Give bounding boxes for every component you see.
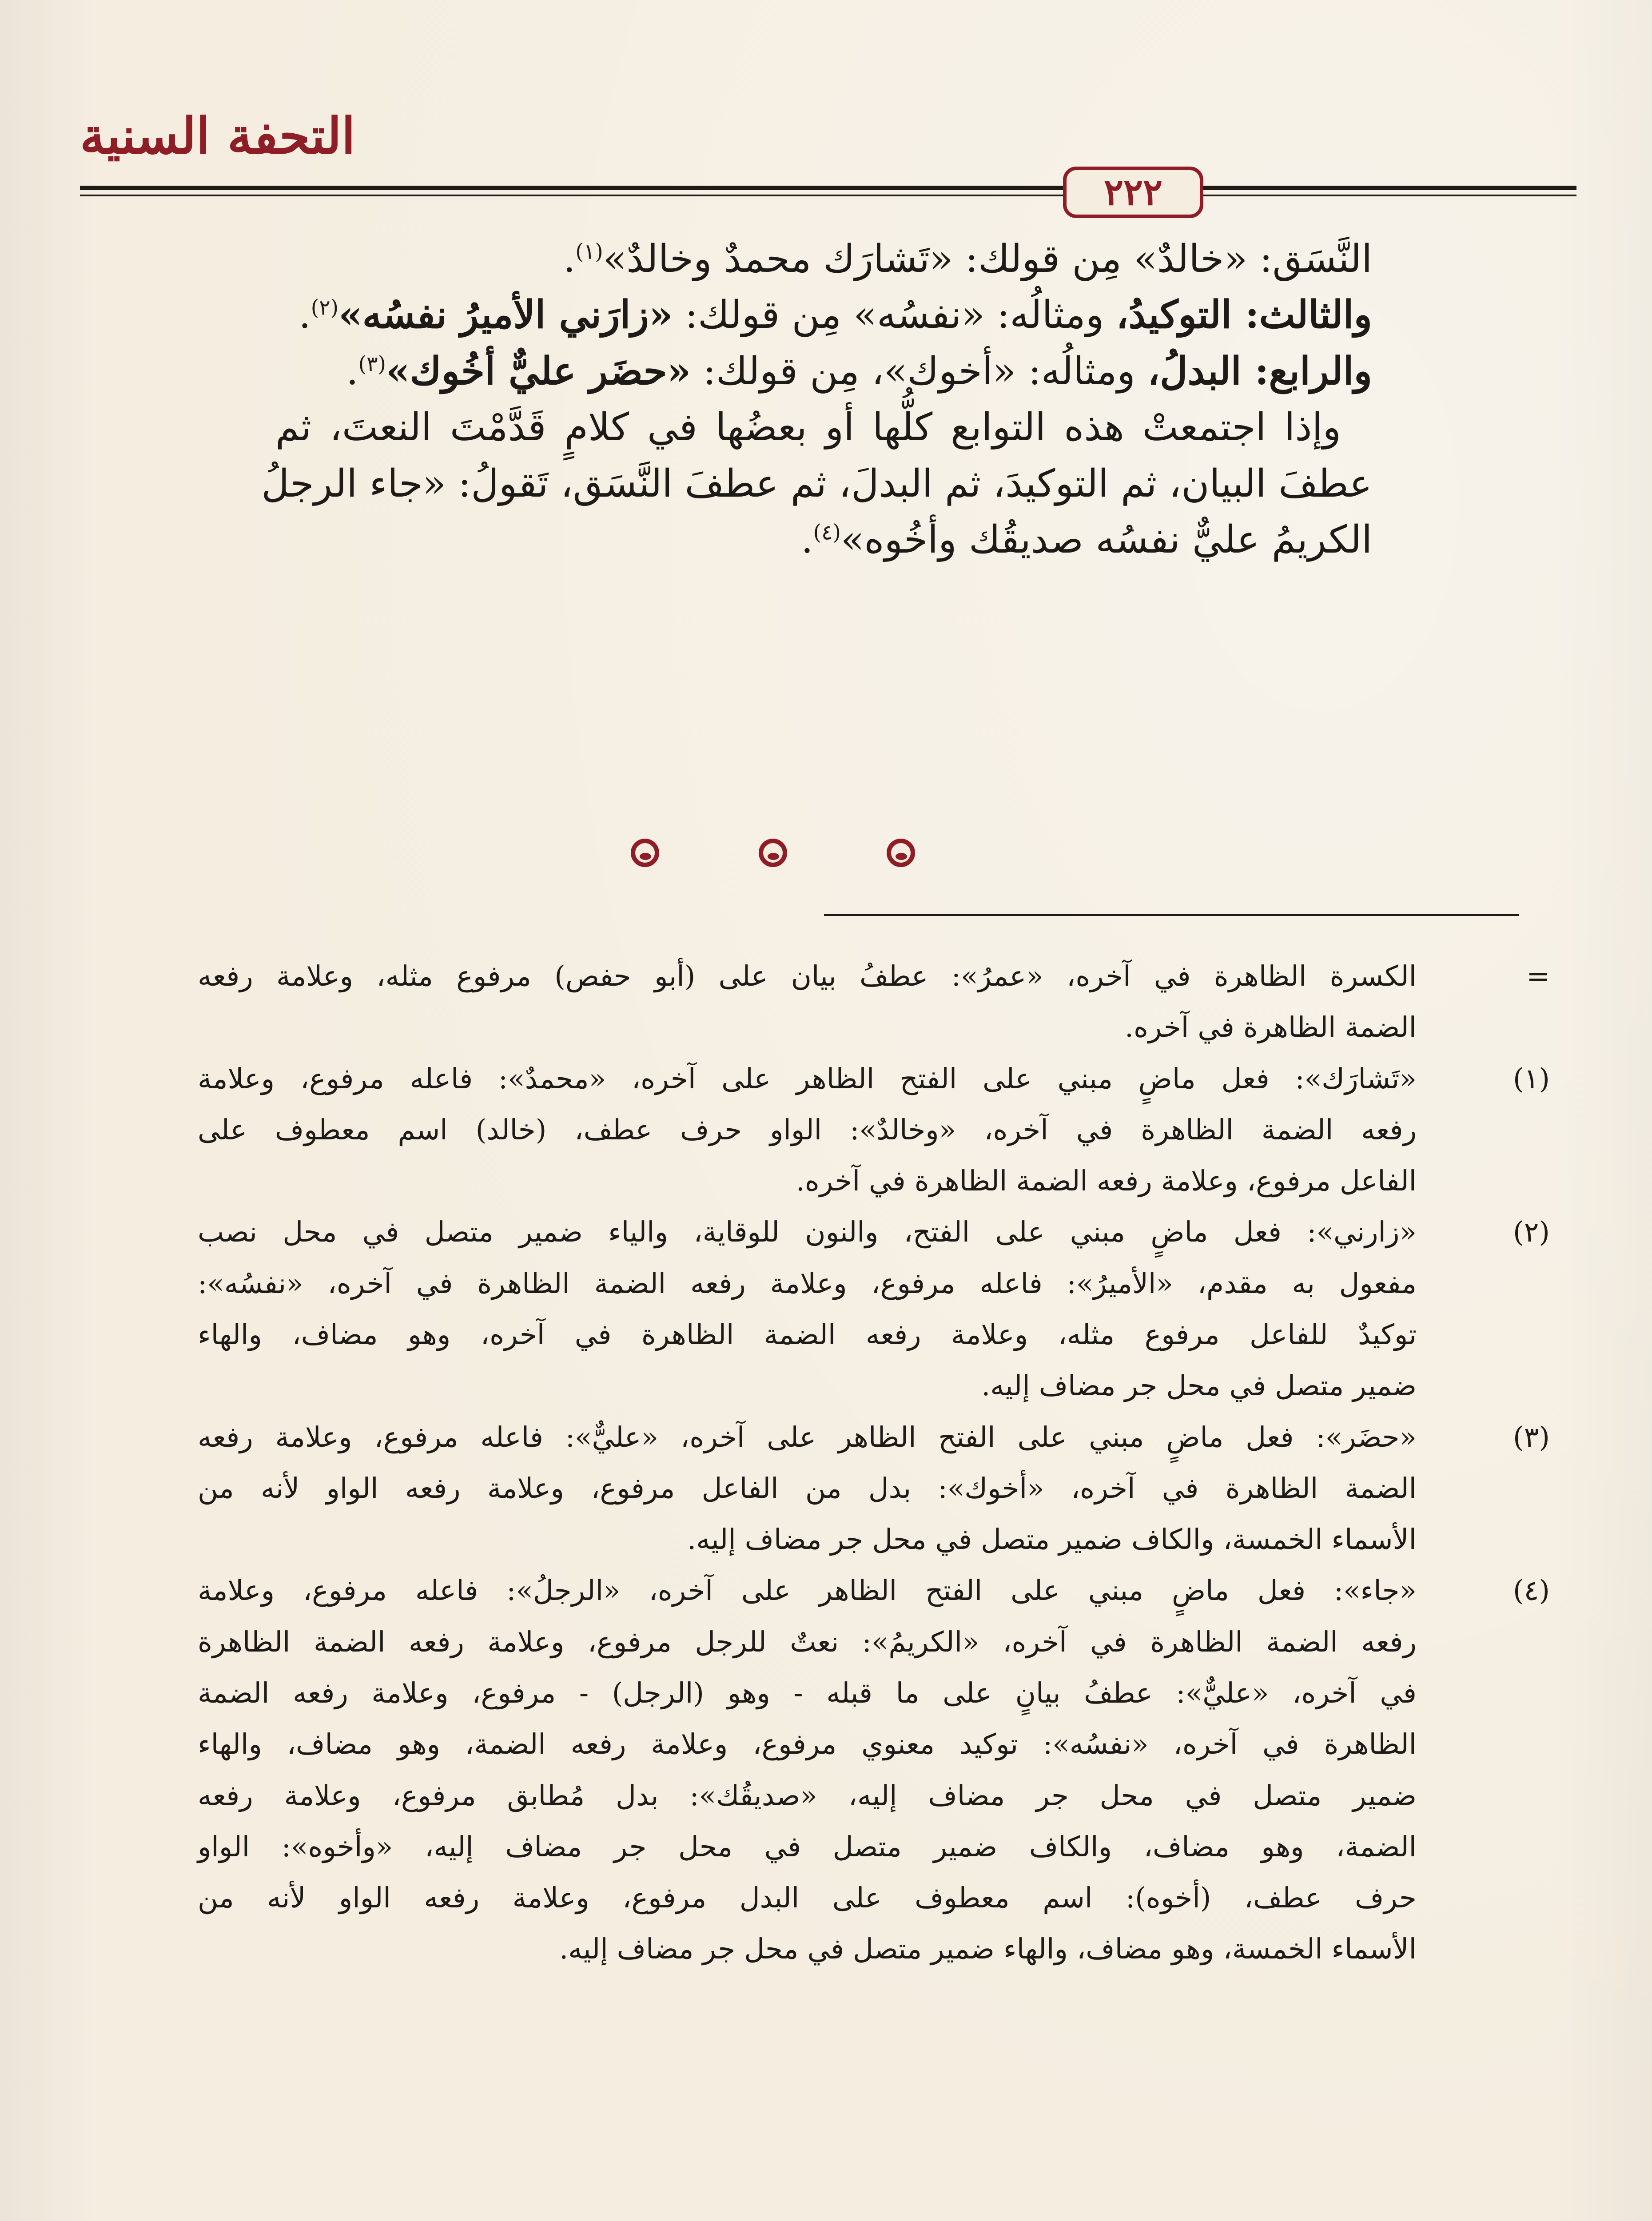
footnote-line: ضمير متصل في محل جر مضاف إليه. <box>981 1369 1417 1402</box>
footnote-2 <box>198 1206 1550 1411</box>
footnote-line: الضمة الظاهرة في آخره. <box>1124 1011 1417 1044</box>
main-line-3: والرابع: البدلُ، ومثالُه: «أخوك»، مِن قولك: «حضَر عليٌّ أخُوك»$^{(٣)}$. <box>346 348 1372 394</box>
continuation-marker: = <box>1526 960 1550 992</box>
footnote-marker: (٢) <box>1513 1216 1550 1249</box>
footnote-3 <box>198 1412 1550 1565</box>
header-rule-thin <box>80 195 1576 196</box>
footnote-line: رفعه الضمة الظاهرة في آخره، «الكريمُ»: نعتٌ للرجل مرفوع، وعلامة رفعه الضمة الظاهرة <box>198 1625 1417 1658</box>
main-line-2: والثالث: التوكيدُ، ومثالُه: «نفسُه» مِن قولك: «زارَني الأميرُ نفسُه»$^{(٢)}$. <box>299 292 1372 338</box>
footnote-continuation <box>198 951 1550 1053</box>
footnote-line: حرف عطف، (أخوه): اسم معطوف على البدل مرفوع، وعلامة رفعه الواو لأنه من <box>198 1882 1417 1915</box>
main-line-1: النَّسَق: «خالدٌ» مِن قولك: «تَشارَك محمدٌ وخالدٌ»$^{(١)}$. <box>563 237 1372 281</box>
footnote-line: الأسماء الخمسة، والكاف ضمير متصل في محل جر مضاف إليه. <box>687 1523 1417 1556</box>
footnote-ref-1[interactable]: (١) <box>575 239 603 264</box>
footnote-line: في آخره، «عليٌّ»: عطفُ بيانٍ على ما قبله - وهو (الرجل) - مرفوع، وعلامة رفعه الضمة <box>198 1676 1417 1709</box>
footnote-line: الضمة الظاهرة في آخره، «أخوك»: بدل من الفاعل مرفوع، وعلامة رفعه الواو لأنه من <box>198 1472 1417 1505</box>
footnote-4 <box>198 1565 1550 1974</box>
main-paragraph <box>261 399 1372 568</box>
footnote-line: الظاهرة في آخره، «نفسُه»: توكيد معنوي مرفوع، وعلامة رفعه الضمة، وهو مضاف، والهاء <box>198 1728 1417 1761</box>
footnote-separator <box>824 914 1519 916</box>
footnote-line: الأسماء الخمسة، وهو مضاف، والهاء ضمير متصل في محل جر مضاف إليه. <box>559 1933 1417 1966</box>
page-number: ٢٢٢ <box>1103 171 1163 214</box>
footnote-marker: (٣) <box>1513 1421 1550 1453</box>
footnote-marker: (٤) <box>1513 1574 1550 1607</box>
footnote-line: «تَشارَك»: فعل ماضٍ مبني على الفتح الظاهر على آخره، «محمدٌ»: فاعله مرفوع، وعلامة <box>198 1062 1417 1095</box>
page-header <box>80 107 1576 214</box>
footnote-line: رفعه الضمة الظاهرة في آخره، «وخالدٌ»: الواو حرف عطف، (خالد) اسم معطوف على <box>198 1113 1417 1146</box>
section-ornament <box>631 835 915 871</box>
footnote-ref-4[interactable]: (٤) <box>813 520 841 545</box>
page-number-frame <box>1063 167 1203 218</box>
header-rule <box>80 186 1576 190</box>
footnote-line: «زارني»: فعل ماضٍ مبني على الفتح، والنون للوقاية، والياء ضمير متصل في محل نصب <box>198 1216 1417 1249</box>
paragraph-line-1: وإذا اجتمعتْ هذه التوابع كلُّها أو بعضُها في كلامٍ قَدَّمْتَ النعتَ، ثم <box>275 405 1341 450</box>
footnote-line: الضمة، وهو مضاف، والكاف ضمير متصل في محل جر مضاف إليه، «وأخوه»: الواو <box>198 1830 1417 1863</box>
footnote-line: ضمير متصل في محل جر مضاف إليه، «صديقُك»: بدل مُطابق مرفوع، وعلامة رفعه <box>198 1779 1417 1812</box>
footnote-line: توكيدٌ للفاعل مرفوع مثله، وعلامة رفعه الضمة الظاهرة في آخره، وهو مضاف، والهاء <box>198 1318 1417 1351</box>
footnote-line: مفعول به مقدم، «الأميرُ»: فاعله مرفوع، وعلامة رفعه الضمة الظاهرة في آخره، «نفسُه»: <box>198 1267 1417 1300</box>
footnote-line: «جاء»: فعل ماضٍ مبني على الفتح الظاهر على آخره، «الرجلُ»: فاعله مرفوع، وعلامة <box>198 1574 1417 1607</box>
book-title: التحفة السنية <box>80 107 355 165</box>
ornament-dot-icon <box>759 839 787 867</box>
footnotes <box>198 951 1550 1975</box>
footnote-1 <box>198 1053 1550 1207</box>
footnote-ref-2[interactable]: (٢) <box>310 295 339 320</box>
footnote-line: الكسرة الظاهرة في آخره، «عمرُ»: عطفُ بيان على (أبو حفص) مرفوع مثله، وعلامة رفعه <box>198 960 1417 992</box>
footnote-line: «حضَر»: فعل ماضٍ مبني على الفتح الظاهر على آخره، «عليٌّ»: فاعله مرفوع، وعلامة رفعه <box>198 1421 1417 1453</box>
footnote-ref-3[interactable]: (٣) <box>358 352 386 377</box>
footnote-marker: (١) <box>1513 1062 1550 1095</box>
footnote-line: الفاعل مرفوع، وعلامة رفعه الضمة الظاهرة في آخره. <box>796 1165 1417 1198</box>
paragraph-line-3: الكريمُ عليٌّ نفسُه صديقُك وأخُوه»$^{(٤)}$. <box>801 517 1372 562</box>
ornament-dot-icon <box>887 839 915 867</box>
ornament-dot-icon <box>631 839 659 867</box>
main-text <box>261 231 1372 568</box>
paragraph-line-2: عطفَ البيان، ثم التوكيدَ، ثم البدلَ، ثم عطفَ النَّسَق، تَقولُ: «جاء الرجلُ <box>261 461 1372 506</box>
